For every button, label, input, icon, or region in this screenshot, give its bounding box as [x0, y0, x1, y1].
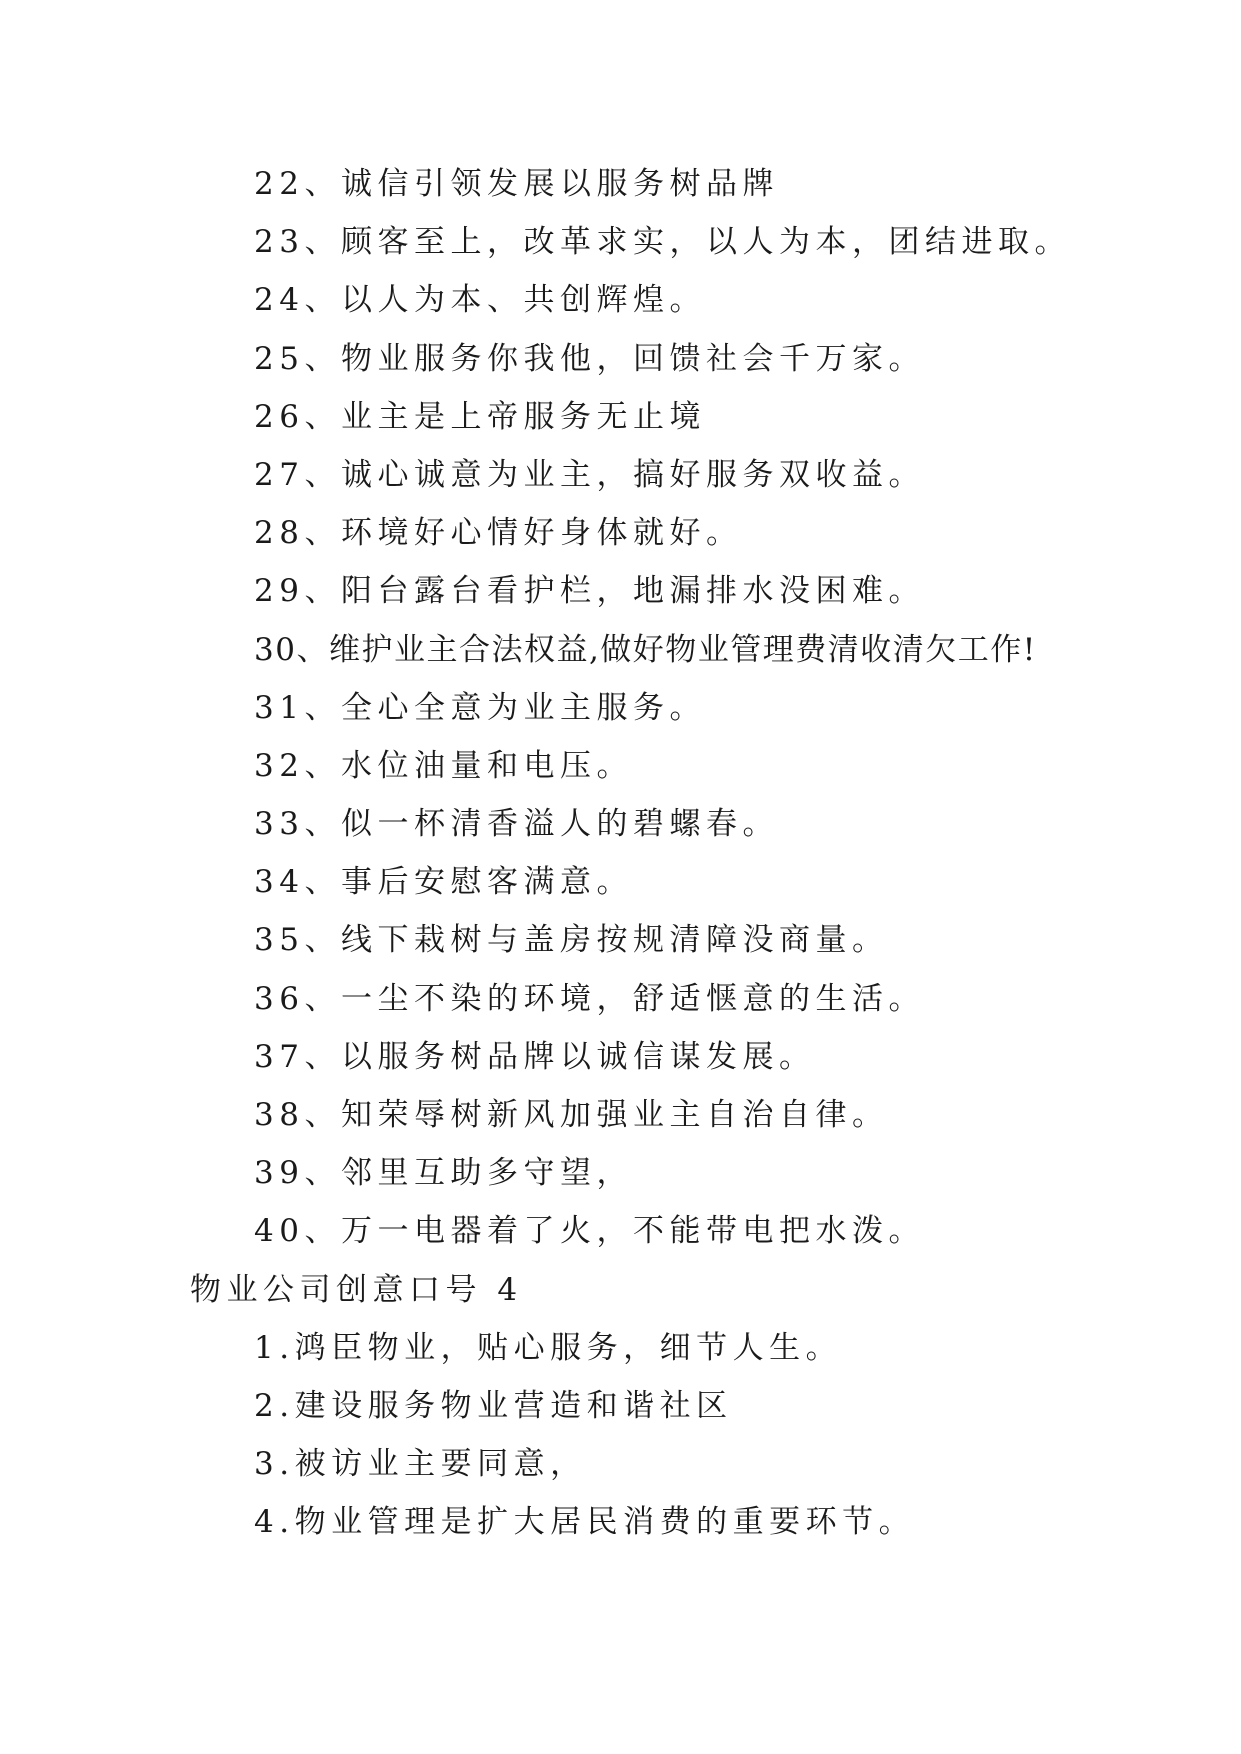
list-item: 22、诚信引领发展以服务树品牌 [254, 166, 779, 202]
list-item: 1.鸿臣物业，贴心服务，细节人生。 [254, 1329, 843, 1366]
list-item: 31、全心全意为业主服务。 [254, 689, 706, 726]
list-item: 37、以服务树品牌以诚信谋发展。 [254, 1038, 816, 1075]
list-item: 32、水位油量和电压。 [254, 747, 633, 784]
list-item: 23、顾客至上，改革求实，以人为本，团结进取。 [254, 224, 1071, 261]
list-item: 30、维护业主合法权益,做好物业管理费清收清欠工作! [254, 631, 1037, 668]
list-item: 36、一尘不染的环境，舒适惬意的生活。 [254, 980, 925, 1017]
list-item: 2.建设服务物业营造和谐社区 [254, 1387, 733, 1424]
list-item: 3.被访业主要同意， [254, 1446, 587, 1483]
list-item: 26、业主是上帝服务无止境 [254, 398, 706, 435]
list-item: 40、万一电器着了火，不能带电把水泼。 [254, 1213, 925, 1250]
list-item: 33、似一杯清香溢人的碧螺春。 [254, 806, 779, 843]
section-heading: 物业公司创意口号 4 [190, 1271, 523, 1308]
list-item: 39、邻里互助多守望， [254, 1155, 633, 1192]
slogan-list [0, 155, 1241, 1552]
list-item: 27、诚心诚意为业主，搞好服务双收益。 [254, 456, 925, 493]
list-item: 25、物业服务你我他，回馈社会千万家。 [254, 340, 925, 377]
list-item: 24、以人为本、共创辉煌。 [254, 282, 706, 319]
list-item: 4.物业管理是扩大居民消费的重要环节。 [254, 1504, 916, 1541]
list-item: 28、环境好心情好身体就好。 [254, 515, 743, 552]
list-item: 35、线下栽树与盖房按规清障没商量。 [254, 922, 889, 959]
list-item: 38、知荣辱树新风加强业主自治自律。 [254, 1097, 889, 1133]
list-item: 29、阳台露台看护栏，地漏排水没困难。 [254, 573, 925, 610]
list-item: 34、事后安慰客满意。 [254, 864, 633, 901]
